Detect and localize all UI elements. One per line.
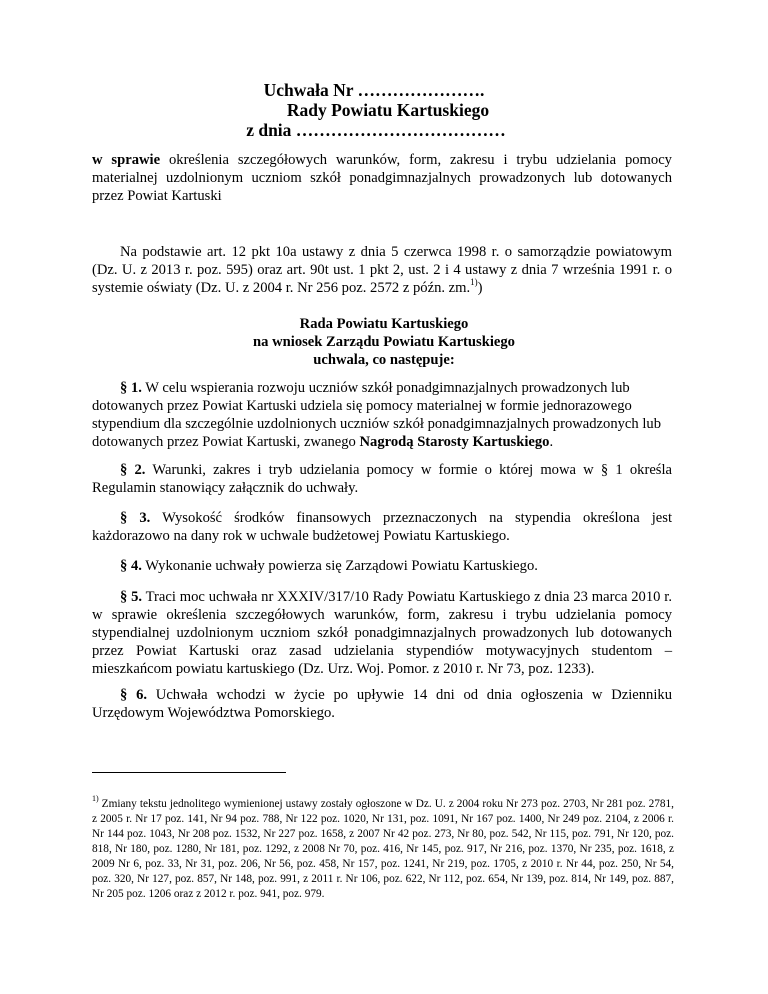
section-2-label: § 2. [120, 462, 146, 478]
section-5-label: § 5. [120, 589, 143, 605]
section-1-award-name: Nagrodą Starosty Kartuskiego [359, 434, 550, 450]
section-1-text: W celu wspierania rozwoju uczniów szkół ponadgimnazjalnych prowadzonych lub dotowanych przez Powiat Kartuski udziela się pomocy materialnej w formie jednorazowego stypendium dla szczególnie uzdolnionych uczniów szkół ponadgimnazjalnych prowadzonych lub dotowanych przez Powiat Kartuski, zwanego [92, 380, 661, 450]
section-3-label: § 3. [120, 510, 151, 526]
footnote-marker: 1) [92, 794, 99, 804]
resolution-date-heading: z dnia ……………………………… [246, 120, 506, 140]
section-4-text: Wykonanie uchwały powierza się Zarządowi Powiatu Kartuskiego. [141, 558, 538, 574]
section-3-text: Wysokość środków finansowych przeznaczonych na stypendia określona jest każdorazowo na dany rok w uchwale budżetowej Powiatu Kartuskiego. [92, 510, 673, 544]
subject-text: określenia szczegółowych warunków, form, zakresu i trybu udzielania pomocy materialnej uzdolnionym uczniom szkół ponadgimnazjalnych prowadzonych lub dotowanych przez Powiat Kartuski [92, 152, 672, 204]
legal-basis-paragraph [92, 243, 672, 297]
legal-basis-closing: ) [477, 280, 483, 296]
section-3 [92, 509, 672, 545]
footnote [92, 794, 674, 902]
legal-basis-text: Na podstawie art. 12 pkt 10a ustawy z dnia 5 czerwca 1998 r. o samorządzie powiatowym (Dz. U. z 2013 r. poz. 595) oraz art. 90t ust. 1 pkt 2, ust. 2 i 4 ustawy z dnia 7 września 1991 r. o systemie oświaty (Dz. U. z 2004 r. Nr 256 poz. 2572 z późn. zm. [92, 244, 672, 296]
footnote-text: Zmiany tekstu jednolitego wymienionej ustawy zostały ogłoszone w Dz. U. z 2004 roku Nr 273 poz. 2703, Nr 281 poz. 2781, z 2005 r. Nr 17 poz. 141, Nr 94 poz. 788, Nr 122 poz. 1020, Nr 131, poz. 1091, Nr 167 poz. 1400, Nr 249 poz. 2104, z 2006 r. Nr 144 poz. 1043, Nr 208 poz. 1532, Nr 227 poz. 1658, z 2007 Nr 42 poz. 273, Nr 80, poz. 542, Nr 115, poz. 791, Nr 120, poz. 818, Nr 180, poz. 1280, Nr 181, poz. 1292, z 2008 Nr 70, poz. 416, Nr 145, poz. 917, Nr 216, poz. 1370, Nr 235, poz. 1618, z 2009 Nr 6, poz. 33, Nr 31, poz. 206, Nr 56, poz. 458, Nr 157, poz. 1241, Nr 219, poz. 1705, z 2010 r. Nr 44, poz. 250, Nr 54, poz. 320, Nr 127, poz. 857, Nr 148, poz. 991, z 2011 r. Nr 106, poz. 622, Nr 112, poz. 654, Nr 139, poz. 814, Nr 149, poz. 887, Nr 205 poz. 1206 oraz z 2012 r. poz. 941, poz. 979. [92, 798, 674, 900]
section-6-label: § 6. [120, 687, 148, 703]
section-1-end: . [549, 434, 554, 450]
footnote-reference: 1) [470, 277, 478, 288]
section-1-label: § 1. [120, 380, 142, 396]
resolution-number-heading: Uchwała Nr …………………. [263, 80, 485, 100]
footnote-divider [92, 772, 286, 773]
section-1 [92, 379, 672, 451]
subject-lead: w sprawie [92, 152, 161, 168]
section-4-label: § 4. [120, 558, 142, 574]
resolves-line-2: na wniosek Zarządu Powiatu Kartuskiego [253, 334, 515, 350]
section-5-text: Traci moc uchwała nr XXXIV/317/10 Rady Powiatu Kartuskiego z dnia 23 marca 2010 r. w sprawie określenia szczegółowych warunków, form, zakresu i trybu udzielania pomocy stypendialnej uzdolnionym uczniom szkół ponadgimnazjalnych prowadzonych lub dotowanych przez Powiat Kartuski oraz zasad udzielania stypendiów motywacyjnych studentom – mieszkańcom powiatu kartuskiego (Dz. Urz. Woj. Pomor. z 2010 r. Nr 73, poz. 1233). [92, 589, 672, 677]
section-2 [92, 461, 672, 497]
section-4 [92, 557, 672, 575]
section-5 [92, 588, 672, 678]
council-name-heading: Rady Powiatu Kartuskiego [286, 100, 490, 120]
section-6 [92, 686, 672, 722]
subject-paragraph [92, 151, 672, 205]
resolves-line-3: uchwala, co następuje: [313, 352, 455, 368]
resolves-line-1: Rada Powiatu Kartuskiego [299, 316, 469, 332]
section-2-text: Warunki, zakres i tryb udzielania pomocy w formie o której mowa w § 1 określa Regulamin stanowiący załącznik do uchwały. [92, 462, 673, 496]
section-6-text: Uchwała wchodzi w życie po upływie 14 dni od dnia ogłoszenia w Dzienniku Urzędowym Województwa Pomorskiego. [92, 687, 672, 721]
